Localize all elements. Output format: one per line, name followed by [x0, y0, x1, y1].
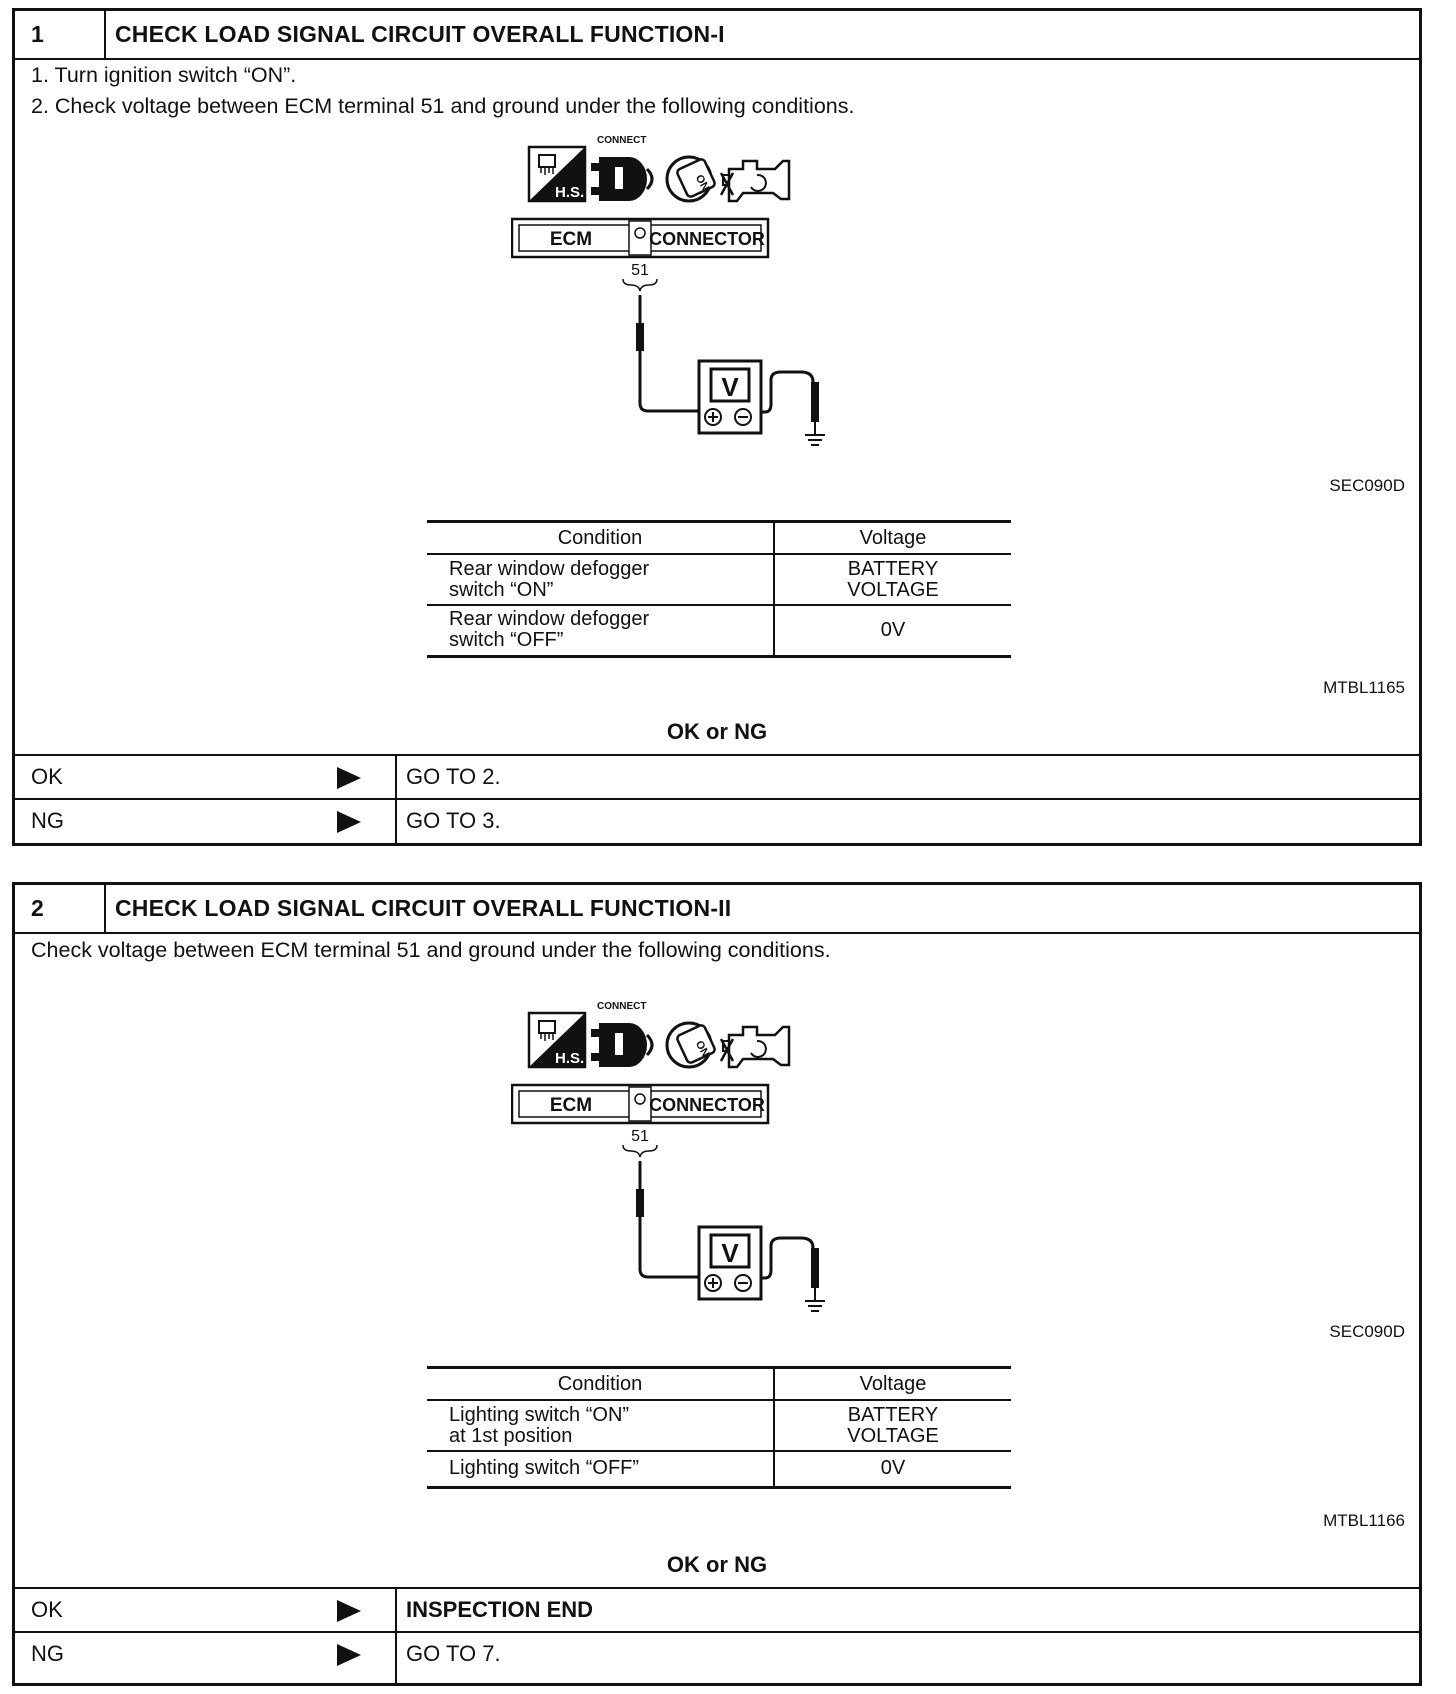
cell-line: switch “ON”: [449, 578, 554, 601]
arrow-right-icon: [337, 811, 361, 833]
cell-line: VOLTAGE: [847, 1424, 939, 1447]
table-header-row: [427, 1368, 1011, 1401]
voltage-cell: [774, 1451, 1011, 1487]
condition-cell: [427, 554, 774, 605]
table-row: [427, 554, 1011, 605]
condition-cell: [427, 605, 774, 656]
result-divider: [395, 800, 397, 843]
terminal-number: 51: [631, 1128, 649, 1145]
condition-table: [427, 520, 1011, 658]
cell-line: BATTERY: [847, 1403, 939, 1426]
condition-cell: [427, 1451, 774, 1487]
table-code: MTBL1166: [1323, 1511, 1405, 1530]
voltage-header: Voltage: [774, 522, 1011, 555]
arrow-right-icon: [337, 767, 361, 789]
key-on-label: ON: [692, 172, 712, 194]
condition-header: Condition: [427, 1368, 774, 1401]
condition-header: Condition: [427, 522, 774, 555]
hs-icon-label: H.S.: [555, 184, 585, 201]
ecm-label: ECM: [549, 1095, 593, 1116]
cell-line: Lighting switch “OFF”: [449, 1457, 640, 1480]
voltage-header: Voltage: [774, 1368, 1011, 1401]
hs-icon-label: H.S.: [555, 1050, 585, 1067]
engine-off-icon: [721, 161, 789, 201]
result-action: GO TO 3.: [406, 808, 501, 833]
instruction-line: 2. Check voltage between ECM terminal 51 and ground under the following conditions.: [31, 94, 855, 118]
cell-line: BATTERY: [847, 557, 939, 580]
cell-line: Rear window defogger: [449, 557, 650, 580]
cell-line: 0V: [880, 1457, 906, 1480]
ignition-key-on-icon: [667, 1023, 716, 1067]
step-title: CHECK LOAD SIGNAL CIRCUIT OVERALL FUNCTION-II: [115, 895, 732, 921]
step-2-box: [12, 882, 1422, 1686]
figure-code: SEC090D: [1329, 476, 1405, 495]
ecm-connector: [512, 1085, 768, 1123]
cell-line: switch “OFF”: [449, 629, 564, 652]
circuit-diagram: [511, 129, 851, 459]
step-instructions: [31, 60, 854, 122]
connect-icon-label: CONNECT: [597, 1001, 647, 1012]
result-divider: [395, 1589, 397, 1631]
engine-off-icon: [721, 1027, 789, 1067]
terminal-brace: [623, 279, 657, 291]
cell-line: VOLTAGE: [847, 578, 939, 601]
cell-line: Rear window defogger: [449, 608, 650, 631]
step-number: 1: [15, 11, 106, 58]
table-header-row: [427, 522, 1011, 555]
result-row-ok: [15, 754, 1419, 798]
table-row: [427, 605, 1011, 656]
condition-cell: [427, 1400, 774, 1451]
result-key: NG: [31, 808, 64, 833]
instruction-line: 1. Turn ignition switch “ON”.: [31, 63, 297, 87]
voltage-cell: [774, 1400, 1011, 1451]
ok-or-ng-label: OK or NG: [666, 719, 768, 744]
circuit-diagram: [511, 995, 851, 1325]
hand-tool-hs-icon: [529, 147, 585, 201]
arrow-right-icon: [337, 1644, 361, 1666]
result-row-ok: [15, 1587, 1419, 1631]
step-1-box: [12, 8, 1422, 846]
step-title: CHECK LOAD SIGNAL CIRCUIT OVERALL FUNCTION-I: [115, 21, 725, 47]
voltmeter-label: V: [721, 1238, 739, 1268]
result-row-ng: [15, 1631, 1419, 1683]
table-code: MTBL1165: [1323, 678, 1405, 697]
step-instructions: [31, 935, 831, 966]
result-divider: [395, 756, 397, 798]
step-header: [15, 885, 1419, 934]
terminal-brace: [623, 1145, 657, 1157]
voltmeter-icon: [699, 1227, 761, 1299]
ecm-label: ECM: [549, 229, 593, 250]
result-action: INSPECTION END: [406, 1597, 594, 1622]
result-row-ng: [15, 798, 1419, 843]
connector-connect-icon: [591, 1001, 652, 1067]
connector-label: CONNECTOR: [649, 1095, 765, 1115]
result-divider: [395, 1633, 397, 1683]
connector-label: CONNECTOR: [649, 229, 765, 249]
instruction-line: Check voltage between ECM terminal 51 and ground under the following conditions.: [31, 938, 831, 962]
key-on-label: ON: [692, 1038, 712, 1060]
cell-line: Lighting switch “ON”: [449, 1403, 630, 1426]
connector-connect-icon: [591, 135, 652, 201]
step-number: 2: [15, 885, 106, 932]
voltage-cell: [774, 605, 1011, 656]
terminal-number: 51: [631, 262, 649, 279]
voltmeter-label: V: [721, 372, 739, 402]
step-header: [15, 11, 1419, 60]
connect-icon-label: CONNECT: [597, 135, 647, 146]
arrow-right-icon: [337, 1600, 361, 1622]
voltage-cell: [774, 554, 1011, 605]
cell-line: at 1st position: [449, 1424, 573, 1447]
ok-or-ng-label: OK or NG: [666, 1552, 768, 1577]
result-key: OK: [31, 1597, 63, 1622]
result-action: GO TO 7.: [406, 1641, 501, 1666]
voltmeter-icon: [699, 361, 761, 433]
result-action: GO TO 2.: [406, 764, 501, 789]
table-row: [427, 1451, 1011, 1487]
hand-tool-hs-icon: [529, 1013, 585, 1067]
ecm-connector: [512, 219, 768, 257]
cell-line: 0V: [880, 618, 906, 641]
table-row: [427, 1400, 1011, 1451]
result-key: NG: [31, 1641, 64, 1666]
condition-table: [427, 1366, 1011, 1489]
figure-code: SEC090D: [1329, 1322, 1405, 1341]
ignition-key-on-icon: [667, 157, 716, 201]
result-key: OK: [31, 764, 63, 789]
